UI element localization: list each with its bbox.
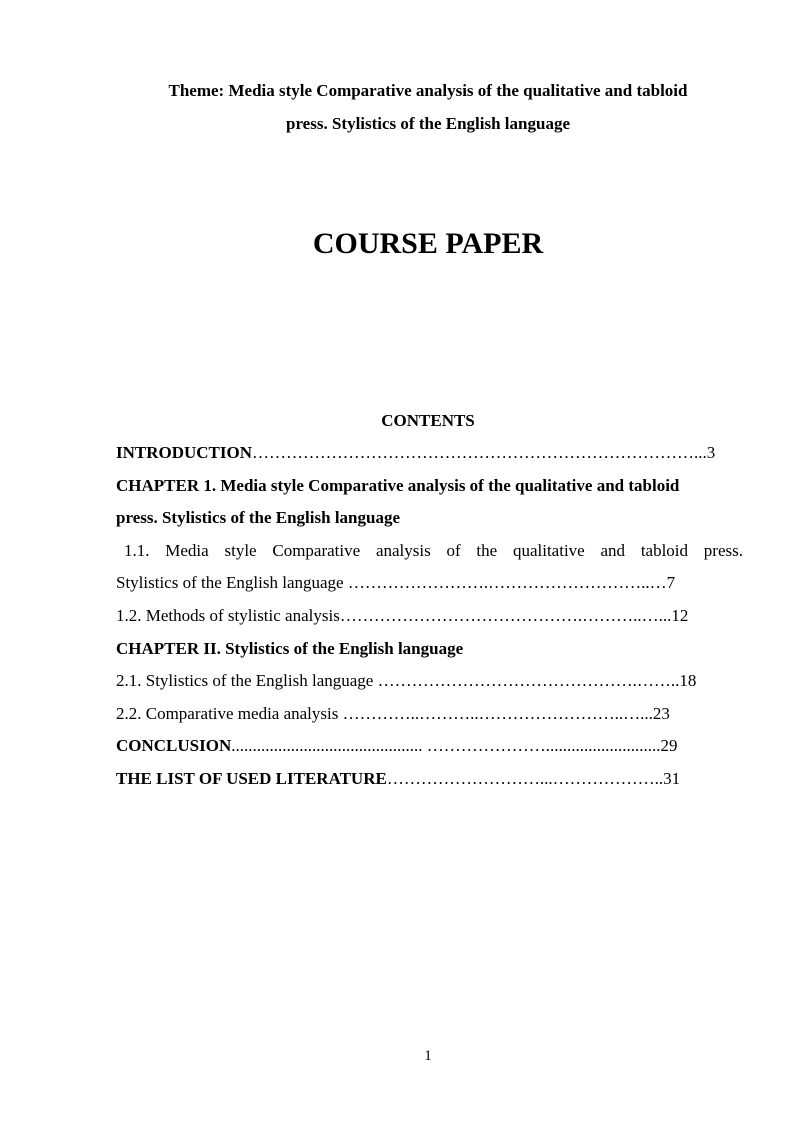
toc-dot-leader: …………………………………….………..…... [339,605,672,625]
toc-page-number: 23 [652,703,670,723]
theme-line-2: press. Stylistics of the English language [285,114,570,133]
toc-entry-conclusion [116,730,743,763]
toc-entry-chapter-1-line-1: CHAPTER 1. Media style Comparative analysis of the qualitative and tabloid [116,475,680,495]
toc-entry-title: INTRODUCTION [116,443,253,462]
contents-heading: CONTENTS [381,411,475,430]
toc-page-number: 29 [660,736,678,756]
toc-entry-1-1-line-2 [116,567,743,600]
toc-page-number: 7 [666,573,676,593]
toc-entry-title: CONCLUSION [116,736,232,756]
toc-dot-leader: …………..………..……………………..…... [338,703,653,723]
toc-page-number: 12 [671,605,689,625]
toc-entry-literature [116,763,743,796]
toc-entry-1-1-line-1: 1.1. Media style Comparative analysis of the qualitative and tabloid press. [124,540,743,560]
toc-entry-title: THE LIST OF USED LITERATURE [116,768,387,788]
toc-entry-introduction [116,437,743,470]
toc-dot-leader: …………………….………………………..… [343,573,667,593]
theme-block [100,74,756,140]
toc-dot-leader: ............................................. …………………........................... [231,736,661,756]
toc-entry-2-1 [116,665,743,698]
toc-entry-title: 2.2. Comparative media analysis [116,703,339,723]
toc-entry-2-2 [116,698,743,731]
toc-dot-leader: ……………………………………………………………………... [252,443,707,462]
toc-entry-title: 2.1. Stylistics of the English language [116,671,374,691]
document-type-title: COURSE PAPER [312,227,544,260]
toc-dot-leader: ………………………...……………….. [386,768,664,788]
toc-entry-1-2 [116,600,743,633]
toc-entry-title: 1.2. Methods of stylistic analysis [116,605,340,625]
toc-page-number: 18 [679,671,697,691]
theme-line-1: Theme: Media style Comparative analysis of the qualitative and tabloid [168,81,688,100]
table-of-contents [116,437,743,796]
toc-entry-chapter-2: CHAPTER II. Stylistics of the English language [116,638,464,658]
toc-entry-title: Stylistics of the English language [116,573,344,593]
toc-dot-leader: ……………………………………….…….. [373,671,680,691]
footer-page-number: 1 [424,1048,432,1064]
toc-page-number: 3 [706,443,716,462]
toc-page-number: 31 [663,768,681,788]
toc-entry-chapter-1-line-2: press. Stylistics of the English language [116,508,401,528]
